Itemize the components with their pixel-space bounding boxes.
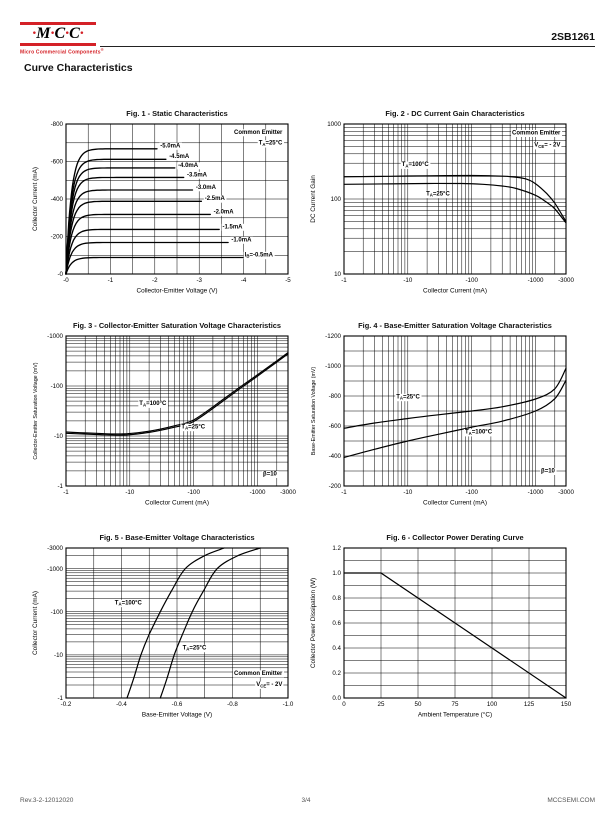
svg-text:-100: -100: [50, 383, 63, 391]
svg-text:0.2: 0.2: [332, 670, 341, 678]
logo-bottom-bar: [20, 43, 96, 46]
svg-text:-400: -400: [328, 453, 341, 461]
svg-text:-1: -1: [341, 277, 347, 284]
svg-text:-4.5mA: -4.5mA: [169, 154, 190, 160]
svg-text:0.6: 0.6: [332, 620, 341, 628]
svg-text:Collector Current (mA): Collector Current (mA): [32, 167, 39, 231]
footer-page-number: 3/4: [301, 797, 311, 804]
svg-text:-10: -10: [403, 277, 413, 284]
svg-text:150: 150: [560, 701, 572, 708]
logo-letter-m: M: [36, 25, 51, 42]
svg-text:1.0: 1.0: [332, 570, 341, 578]
svg-text:-1: -1: [341, 489, 347, 496]
svg-text:-100: -100: [187, 489, 200, 496]
svg-text:-800: -800: [50, 121, 63, 129]
svg-text:Common Emitter: Common Emitter: [234, 129, 283, 136]
svg-text:Base-Emitter Voltage (V): Base-Emitter Voltage (V): [141, 711, 213, 719]
logo-letter-c: C: [69, 25, 80, 42]
fig1-static-characteristics-chart: [28, 118, 300, 300]
svg-text:-200: -200: [50, 233, 63, 241]
svg-text:VCE= - 2V: $V_{CE}= - 2V$: [534, 142, 561, 149]
header-rule: [100, 46, 595, 47]
svg-text:-0: -0: [63, 277, 69, 284]
svg-text:-1000: -1000: [527, 489, 544, 496]
svg-text:-600: -600: [50, 158, 63, 166]
fig6-power-derating-chart: [306, 542, 578, 724]
footer-website: MCCSEMI.COM: [547, 797, 595, 804]
svg-text:0.0: 0.0: [332, 695, 341, 703]
section-title: Curve Characteristics: [24, 62, 133, 74]
svg-text:Base-Emitter Saturation Voltag: Base-Emitter Saturation Voltage (mV): [311, 366, 317, 456]
svg-text:Collector-Emitter Voltage (V): Collector-Emitter Voltage (V): [136, 287, 218, 295]
fig2-dc-current-gain-chart: [306, 118, 578, 300]
svg-text:Collector Current (mA): Collector Current (mA): [145, 499, 209, 507]
svg-text:-0: -0: [57, 271, 63, 279]
svg-text:-1.5mA: -1.5mA: [222, 224, 243, 231]
svg-text:-0.8: -0.8: [227, 701, 238, 708]
svg-text:-200: -200: [328, 483, 341, 491]
svg-text:-3000: -3000: [47, 545, 63, 553]
svg-text:-1.0: -1.0: [282, 701, 294, 708]
svg-text:-3.5mA: -3.5mA: [187, 172, 208, 179]
figure-title: Fig. 2 - DC Current Gain Characteristics: [385, 109, 525, 118]
svg-text:-600: -600: [328, 423, 341, 431]
fig5-vbe-characteristics-chart: [28, 542, 300, 724]
svg-text:TA=100°C: $T_A=100^\circ C$: [114, 600, 142, 607]
fig4-vbe-saturation-chart: [306, 330, 578, 512]
figure-title: Fig. 6 - Collector Power Derating Curve: [386, 533, 524, 542]
svg-text:-1.0mA: -1.0mA: [231, 237, 252, 244]
svg-text:-2.0mA: -2.0mA: [213, 209, 234, 216]
svg-text:50: 50: [414, 701, 422, 708]
registered-mark: ®: [100, 46, 104, 52]
svg-text:10: 10: [334, 271, 341, 279]
svg-text:-0.4: -0.4: [116, 701, 127, 708]
svg-text:125: 125: [523, 701, 535, 708]
svg-text:IB=-0.5mA: $I_B=-0.5mA$: [244, 252, 273, 259]
svg-text:Collector Current (mA): Collector Current (mA): [32, 591, 39, 655]
svg-text:-10: -10: [54, 433, 63, 441]
figures-grid: [28, 109, 584, 724]
figure-4-vbe-saturation: [306, 321, 584, 512]
figure-6-power-derating: [306, 533, 584, 724]
svg-text:-1: -1: [63, 489, 69, 496]
svg-text:-1000: -1000: [325, 363, 341, 371]
logo-letter-c: C: [54, 25, 66, 42]
logo-tagline: [20, 46, 104, 56]
svg-text:-10: -10: [125, 489, 135, 496]
svg-text:-2: -2: [152, 277, 158, 284]
svg-text:β=10: β=10: [263, 471, 277, 478]
svg-text:-100: -100: [465, 277, 478, 284]
logo-dot: ·: [32, 25, 37, 42]
svg-text:-3: -3: [196, 277, 202, 284]
svg-text:-1000: -1000: [47, 565, 63, 573]
figure-title: Fig. 3 - Collector-Emitter Saturation Voltage Characteristics: [72, 321, 282, 330]
svg-text:Collector-Emitter Saturation V: Collector-Emitter Saturation Voltage (mV): [33, 362, 39, 460]
svg-text:DC Current Gain: DC Current Gain: [310, 175, 317, 223]
footer-revision: Rev.3-2-12012020: [20, 797, 74, 804]
svg-text:1000: 1000: [327, 121, 341, 129]
svg-text:-3000: -3000: [558, 277, 574, 284]
svg-text:100: 100: [486, 701, 498, 708]
logo-dot: ·: [79, 25, 84, 42]
figure-3-vce-saturation: [28, 321, 306, 512]
svg-text:β=10: β=10: [541, 468, 555, 475]
figure-title: Fig. 5 - Base-Emitter Voltage Characteristics: [99, 533, 255, 542]
svg-text:TA=100°C: $T_A=100^\circ C$: [401, 162, 429, 169]
svg-text:Collector Current (mA): Collector Current (mA): [423, 287, 487, 295]
svg-text:-1000: -1000: [47, 333, 63, 341]
svg-text:TA=100°C: $T_A=100^\circ C$: [139, 401, 167, 408]
svg-text:-1200: -1200: [325, 333, 341, 341]
figure-title: Fig. 1 - Static Characteristics: [126, 109, 228, 118]
svg-text:-1: -1: [107, 277, 114, 284]
figure-2-dc-current-gain: [306, 109, 584, 300]
svg-text:100: 100: [330, 196, 341, 204]
svg-text:TA=100°C: $T_A=100^\circ C$: [465, 429, 493, 436]
figure-title: Fig. 4 - Base-Emitter Saturation Voltage Characteristics: [358, 321, 552, 330]
svg-text:-5.0mA: -5.0mA: [160, 143, 181, 150]
svg-text:75: 75: [451, 701, 459, 708]
figure-1-static-characteristics: [28, 109, 306, 300]
part-number: 2SB1261: [551, 31, 595, 43]
svg-text:TA=25°C: $T_A=25^\circ C$: [182, 645, 207, 652]
svg-text:-0.6: -0.6: [171, 701, 183, 708]
svg-text:-4.0mA: -4.0mA: [178, 162, 199, 169]
svg-text:-3000: -3000: [280, 489, 296, 496]
svg-text:TA=25°C: $T_A=25^\circ C$: [426, 191, 450, 198]
svg-text:TA=25°C: $T_A=25^\circ C$: [258, 140, 283, 148]
figure-5-vbe-characteristics: [28, 533, 306, 724]
svg-text:-10: -10: [54, 652, 63, 660]
svg-text:0.8: 0.8: [332, 595, 341, 603]
svg-text:-3000: -3000: [558, 489, 574, 496]
svg-text:-3.0mA: -3.0mA: [195, 184, 216, 191]
svg-text:VCE= - 2V: $V_{CE}= - 2V$: [256, 682, 283, 689]
svg-text:-5: -5: [285, 277, 291, 284]
logo-dot: ·: [65, 25, 70, 42]
svg-text:Ambient Temperature (°C): Ambient Temperature (°C): [417, 711, 493, 719]
svg-text:TA=25°C: $T_A=25^\circ C$: [181, 424, 206, 431]
logo-tagline-text: Micro Commercial Components: [20, 49, 101, 56]
svg-text:1.2: 1.2: [332, 545, 341, 553]
svg-text:-10: -10: [403, 489, 413, 496]
svg-text:0: 0: [342, 701, 346, 708]
svg-text:-1000: -1000: [249, 489, 266, 496]
fig3-vce-saturation-chart: [28, 330, 300, 512]
svg-text:-2.5mA: -2.5mA: [204, 196, 225, 203]
svg-text:-4: -4: [240, 277, 247, 284]
svg-text:-1: -1: [57, 695, 63, 703]
svg-text:-1000: -1000: [527, 277, 544, 284]
svg-text:-800: -800: [328, 393, 341, 401]
logo-text: [20, 25, 96, 43]
svg-text:0.4: 0.4: [332, 645, 341, 653]
svg-text:Collector Current (mA): Collector Current (mA): [423, 499, 487, 507]
svg-text:TA=25°C: $T_A=25^\circ C$: [396, 394, 420, 401]
svg-text:-0.2: -0.2: [60, 701, 72, 708]
svg-text:Collector Power Dissipation (: Collector Power Dissipation (W): [310, 577, 317, 669]
logo-dot: ·: [50, 25, 55, 42]
svg-text:-100: -100: [50, 608, 63, 616]
svg-text:Common Emitter: Common Emitter: [234, 670, 283, 677]
svg-text:-100: -100: [465, 489, 478, 496]
svg-text:25: 25: [377, 701, 385, 708]
svg-text:-1: -1: [57, 483, 63, 491]
mcc-logo: [20, 22, 104, 56]
svg-text:Common Emitter: Common Emitter: [512, 130, 561, 137]
svg-text:-400: -400: [50, 196, 63, 204]
